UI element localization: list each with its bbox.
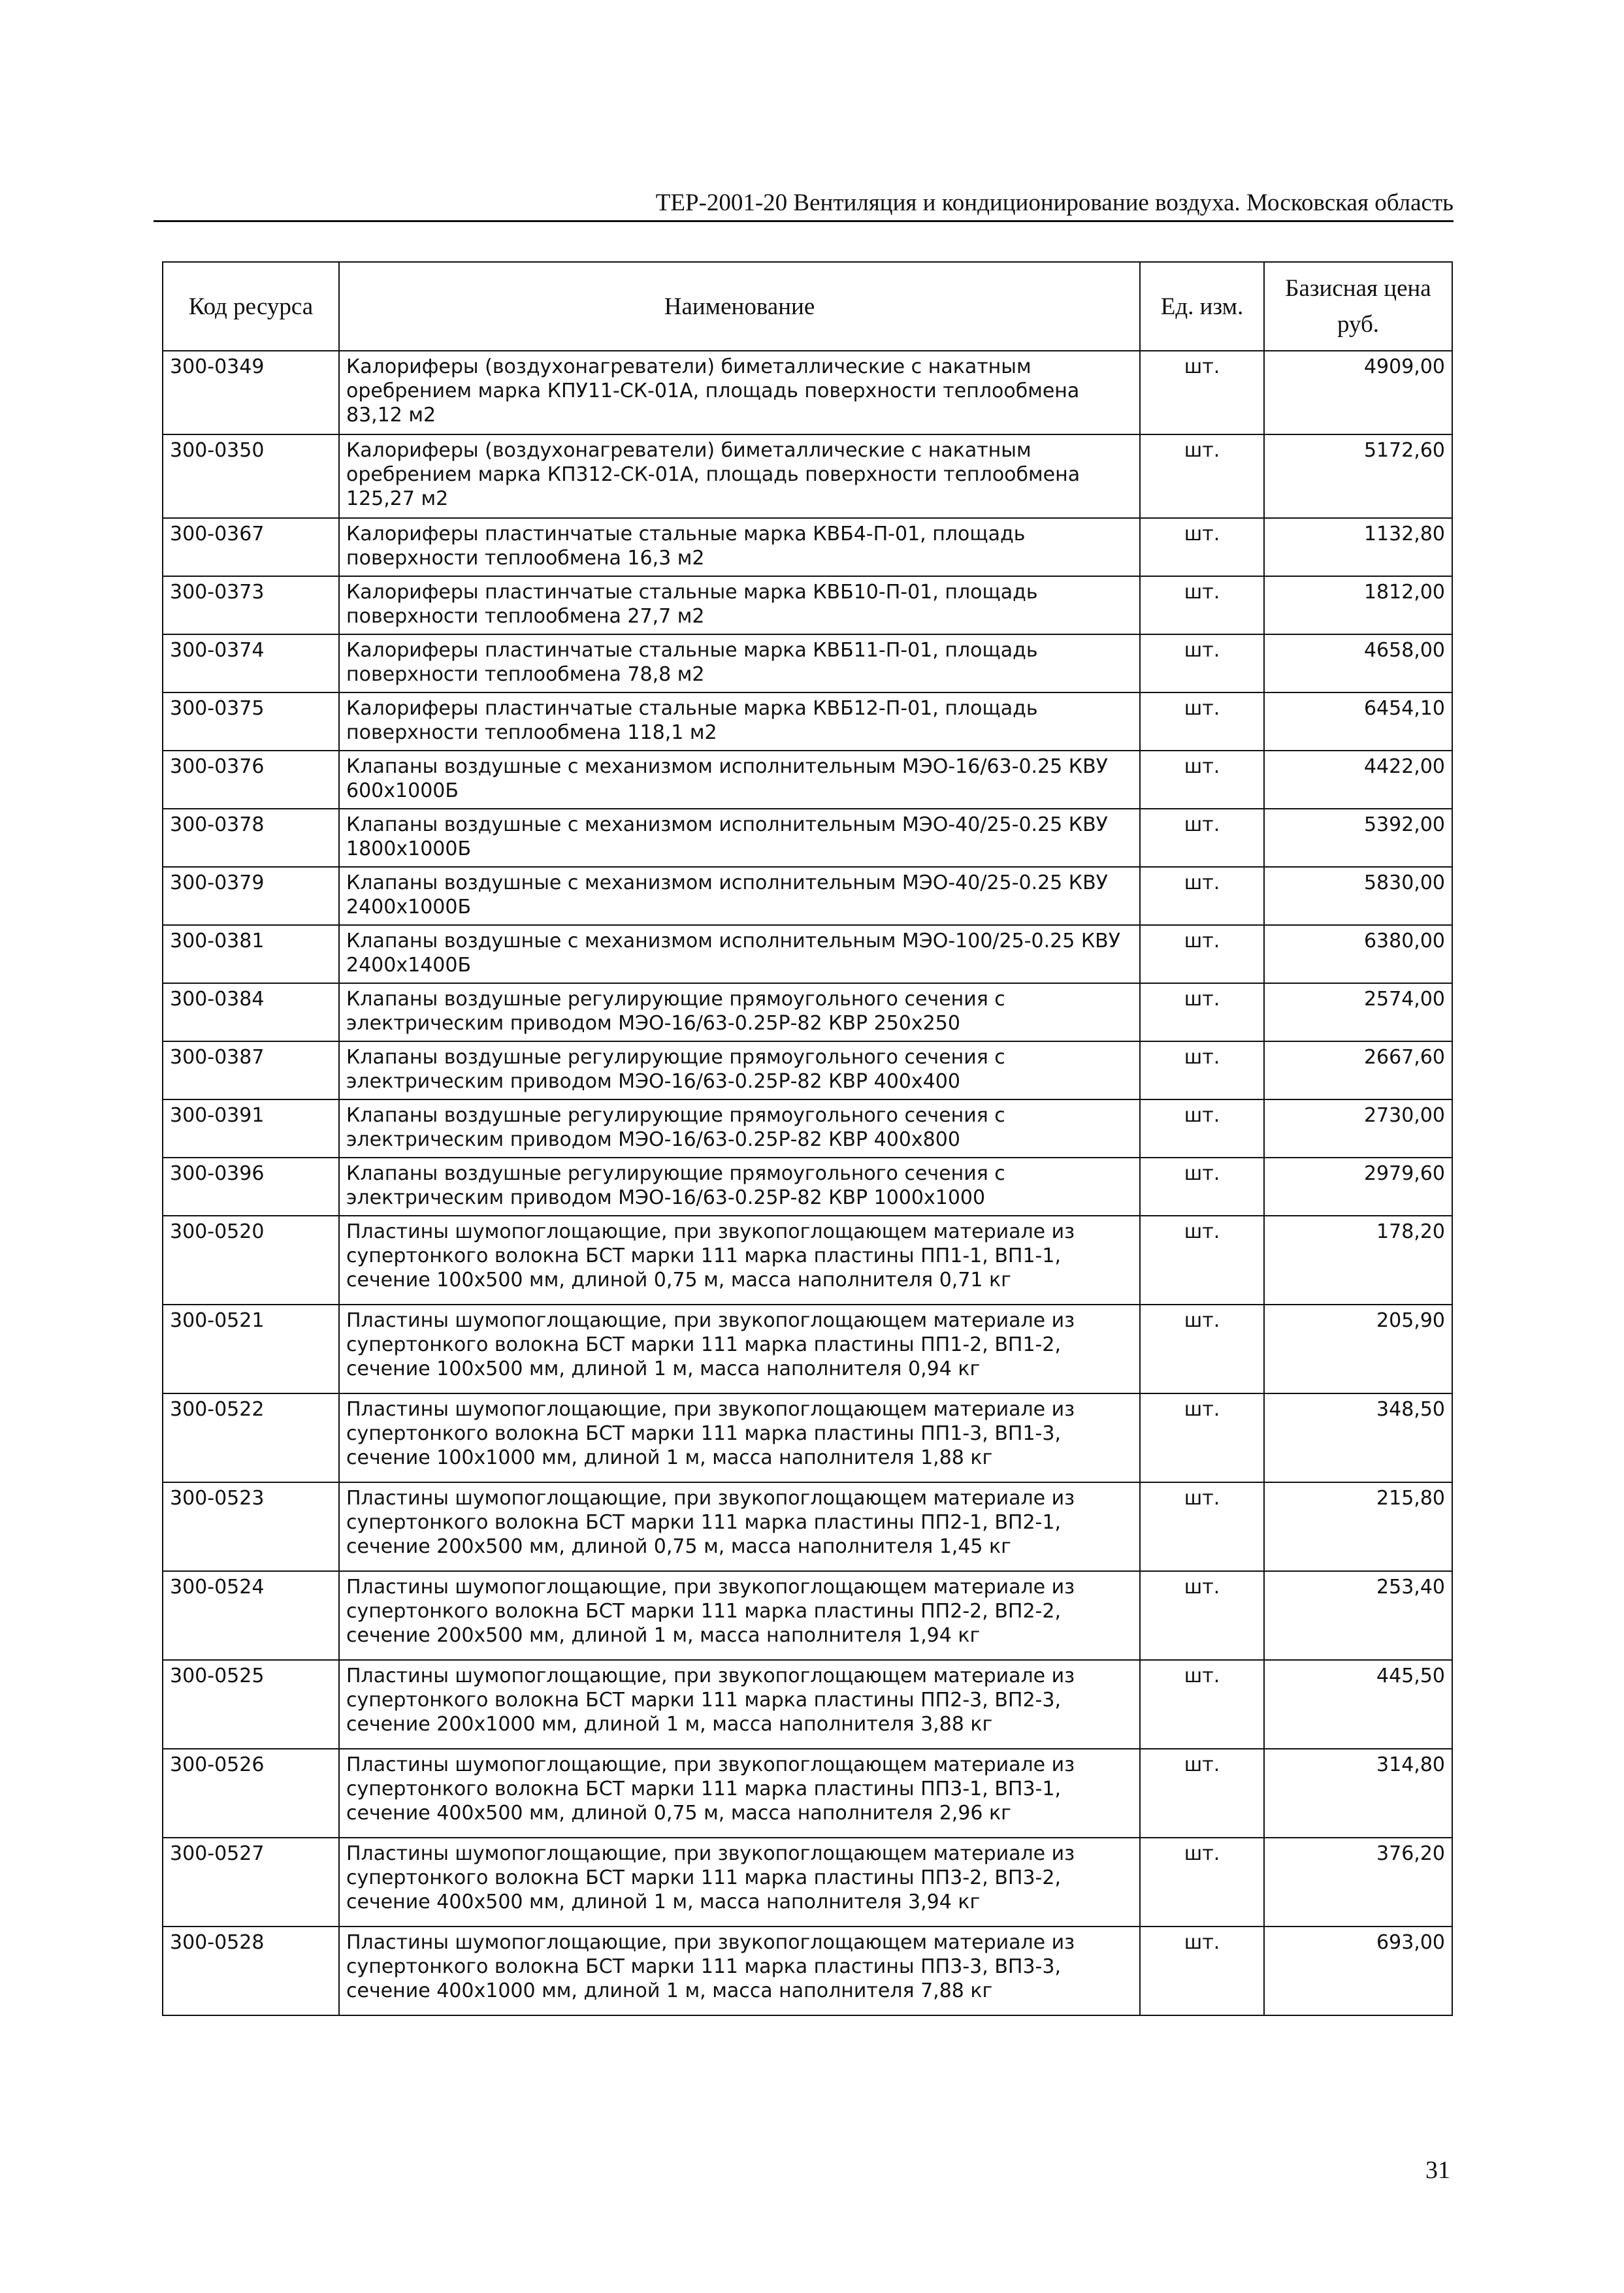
resource-price: 6454,10 [1264,692,1452,751]
resource-name: Калориферы (воздухонагреватели) биметаллические с накатным оребрением марка КП312-СК-01А, площадь поверхности теплообмена 125,27 м2 [339,434,1140,518]
resource-name: Клапаны воздушные регулирующие прямоугольного сечения с электрическим приводом МЭО-16/63-0.25Р-82 КВР 1000х1000 [339,1158,1140,1216]
resource-price: 5830,00 [1264,867,1452,925]
resource-price: 1132,80 [1264,518,1452,576]
resource-price: 5172,60 [1264,434,1452,518]
resource-code: 300-0391 [163,1099,339,1158]
resource-code: 300-0375 [163,692,339,751]
resource-price: 314,80 [1264,1749,1452,1838]
resource-code: 300-0524 [163,1571,339,1660]
resource-unit: шт. [1140,1927,1264,2015]
resource-code: 300-0527 [163,1838,339,1927]
resource-code: 300-0387 [163,1041,339,1099]
resource-price: 205,90 [1264,1305,1452,1393]
resource-unit: шт. [1140,576,1264,634]
resource-name: Калориферы пластинчатые стальные марка КВБ10-П-01, площадь поверхности теплообмена 27,7 м2 [339,576,1140,634]
resource-name: Калориферы (воздухонагреватели) биметаллические с накатным оребрением марка КПУ11-СК-01А, площадь поверхности теплообмена 83,12 м2 [339,351,1140,434]
resource-price: 178,20 [1264,1216,1452,1305]
table-row [163,751,1452,809]
table-row [163,434,1452,518]
resource-unit: шт. [1140,751,1264,809]
table-row [163,692,1452,751]
table-row [163,809,1452,867]
table-row [163,1660,1452,1749]
resource-code: 300-0376 [163,751,339,809]
resource-price: 2979,60 [1264,1158,1452,1216]
resource-unit: шт. [1140,351,1264,434]
resource-unit: шт. [1140,1305,1264,1393]
resource-code: 300-0521 [163,1305,339,1393]
resource-price: 445,50 [1264,1660,1452,1749]
resource-unit: шт. [1140,434,1264,518]
resource-unit: шт. [1140,1158,1264,1216]
resource-name: Клапаны воздушные с механизмом исполнительным МЭО-40/25-0.25 КВУ 1800х1000Б [339,809,1140,867]
resource-name: Пластины шумопоглощающие, при звукопоглощающем материале из супертонкого волокна БСТ марки 111 марка пластины ПП2-2, ВП2-2, сечение 200х500 мм, длиной 1 м, масса наполнителя 1,94 кг [339,1571,1140,1660]
resource-unit: шт. [1140,1041,1264,1099]
resource-price-table [162,261,1453,2016]
table-row [163,1158,1452,1216]
resource-name: Пластины шумопоглощающие, при звукопоглощающем материале из супертонкого волокна БСТ марки 111 марка пластины ПП3-3, ВП3-3, сечение 400х1000 мм, длиной 1 м, масса наполнителя 7,88 кг [339,1927,1140,2015]
table-row [163,634,1452,692]
resource-price: 2667,60 [1264,1041,1452,1099]
resource-unit: шт. [1140,1571,1264,1660]
table-row [163,518,1452,576]
table-row [163,576,1452,634]
resource-price: 5392,00 [1264,809,1452,867]
resource-name: Клапаны воздушные регулирующие прямоугольного сечения с электрическим приводом МЭО-16/63-0.25Р-82 КВР 400х800 [339,1099,1140,1158]
resource-name: Пластины шумопоглощающие, при звукопоглощающем материале из супертонкого волокна БСТ марки 111 марка пластины ПП2-3, ВП2-3, сечение 200х1000 мм, длиной 1 м, масса наполнителя 3,88 кг [339,1660,1140,1749]
column-header-name: Наименование [339,262,1140,351]
table-row [163,925,1452,983]
resource-name: Клапаны воздушные регулирующие прямоугольного сечения с электрическим приводом МЭО-16/63-0.25Р-82 КВР 250х250 [339,983,1140,1041]
page-number: 31 [1425,2156,1450,2184]
resource-price: 4658,00 [1264,634,1452,692]
resource-price: 376,20 [1264,1838,1452,1927]
resource-code: 300-0523 [163,1482,339,1571]
resource-code: 300-0367 [163,518,339,576]
running-title: ТЕР-2001-20 Вентиляция и кондиционирование воздуха. Московская область [655,189,1453,216]
resource-unit: шт. [1140,983,1264,1041]
resource-unit: шт. [1140,867,1264,925]
resource-unit: шт. [1140,692,1264,751]
running-header [154,186,1453,222]
resource-price: 2730,00 [1264,1099,1452,1158]
resource-price: 4422,00 [1264,751,1452,809]
resource-name: Пластины шумопоглощающие, при звукопоглощающем материале из супертонкого волокна БСТ марки 111 марка пластины ПП3-1, ВП3-1, сечение 400х500 мм, длиной 0,75 м, масса наполнителя 2,96 кг [339,1749,1140,1838]
table-row [163,351,1452,434]
table-row [163,1927,1452,2015]
column-header-code: Код ресурса [163,262,339,351]
table-row [163,867,1452,925]
resource-unit: шт. [1140,809,1264,867]
resource-unit: шт. [1140,634,1264,692]
resource-unit: шт. [1140,1393,1264,1482]
resource-code: 300-0349 [163,351,339,434]
resource-unit: шт. [1140,1660,1264,1749]
resource-unit: шт. [1140,925,1264,983]
resource-price: 2574,00 [1264,983,1452,1041]
resource-code: 300-0378 [163,809,339,867]
table-row [163,1305,1452,1393]
table-row [163,1041,1452,1099]
resource-code: 300-0381 [163,925,339,983]
table-row [163,1393,1452,1482]
resource-code: 300-0526 [163,1749,339,1838]
resource-price: 348,50 [1264,1393,1452,1482]
resource-code: 300-0379 [163,867,339,925]
resource-name: Пластины шумопоглощающие, при звукопоглощающем материале из супертонкого волокна БСТ марки 111 марка пластины ПП1-1, ВП1-1, сечение 100х500 мм, длиной 0,75 м, масса наполнителя 0,71 кг [339,1216,1140,1305]
resource-code: 300-0350 [163,434,339,518]
resource-name: Калориферы пластинчатые стальные марка КВБ12-П-01, площадь поверхности теплообмена 118,1 м2 [339,692,1140,751]
resource-code: 300-0525 [163,1660,339,1749]
resource-name: Клапаны воздушные с механизмом исполнительным МЭО-16/63-0.25 КВУ 600х1000Б [339,751,1140,809]
resource-code: 300-0374 [163,634,339,692]
resource-code: 300-0384 [163,983,339,1041]
table-row [163,1838,1452,1927]
resource-code: 300-0373 [163,576,339,634]
resource-code: 300-0396 [163,1158,339,1216]
table-body [163,351,1452,2015]
resource-name: Калориферы пластинчатые стальные марка КВБ4-П-01, площадь поверхности теплообмена 16,3 м2 [339,518,1140,576]
resource-price: 4909,00 [1264,351,1452,434]
resource-price: 253,40 [1264,1571,1452,1660]
resource-unit: шт. [1140,1216,1264,1305]
resource-price: 1812,00 [1264,576,1452,634]
table-row [163,1482,1452,1571]
table-row [163,1216,1452,1305]
table-header-row [163,262,1452,351]
resource-name: Пластины шумопоглощающие, при звукопоглощающем материале из супертонкого волокна БСТ марки 111 марка пластины ПП1-3, ВП1-3, сечение 100х1000 мм, длиной 1 м, масса наполнителя 1,88 кг [339,1393,1140,1482]
resource-name: Пластины шумопоглощающие, при звукопоглощающем материале из супертонкого волокна БСТ марки 111 марка пластины ПП3-2, ВП3-2, сечение 400х500 мм, длиной 1 м, масса наполнителя 3,94 кг [339,1838,1140,1927]
resource-unit: шт. [1140,1838,1264,1927]
resource-name: Клапаны воздушные регулирующие прямоугольного сечения с электрическим приводом МЭО-16/63-0.25Р-82 КВР 400х400 [339,1041,1140,1099]
column-header-unit: Ед. изм. [1140,262,1264,351]
resource-code: 300-0528 [163,1927,339,2015]
resource-code: 300-0520 [163,1216,339,1305]
resource-name: Пластины шумопоглощающие, при звукопоглощающем материале из супертонкого волокна БСТ марки 111 марка пластины ПП2-1, ВП2-1, сечение 200х500 мм, длиной 0,75 м, масса наполнителя 1,45 кг [339,1482,1140,1571]
resource-name: Клапаны воздушные с механизмом исполнительным МЭО-100/25-0.25 КВУ 2400х1400Б [339,925,1140,983]
resource-name: Калориферы пластинчатые стальные марка КВБ11-П-01, площадь поверхности теплообмена 78,8 м2 [339,634,1140,692]
table-row [163,1749,1452,1838]
column-header-price: Базисная цена руб. [1264,262,1452,351]
resource-price: 6380,00 [1264,925,1452,983]
resource-unit: шт. [1140,1749,1264,1838]
resource-name: Клапаны воздушные с механизмом исполнительным МЭО-40/25-0.25 КВУ 2400х1000Б [339,867,1140,925]
table-row [163,1099,1452,1158]
resource-unit: шт. [1140,1099,1264,1158]
resource-price: 693,00 [1264,1927,1452,2015]
resource-unit: шт. [1140,518,1264,576]
resource-unit: шт. [1140,1482,1264,1571]
resource-name: Пластины шумопоглощающие, при звукопоглощающем материале из супертонкого волокна БСТ марки 111 марка пластины ПП1-2, ВП1-2, сечение 100х500 мм, длиной 1 м, масса наполнителя 0,94 кг [339,1305,1140,1393]
resource-code: 300-0522 [163,1393,339,1482]
table-row [163,1571,1452,1660]
resource-price: 215,80 [1264,1482,1452,1571]
table-row [163,983,1452,1041]
